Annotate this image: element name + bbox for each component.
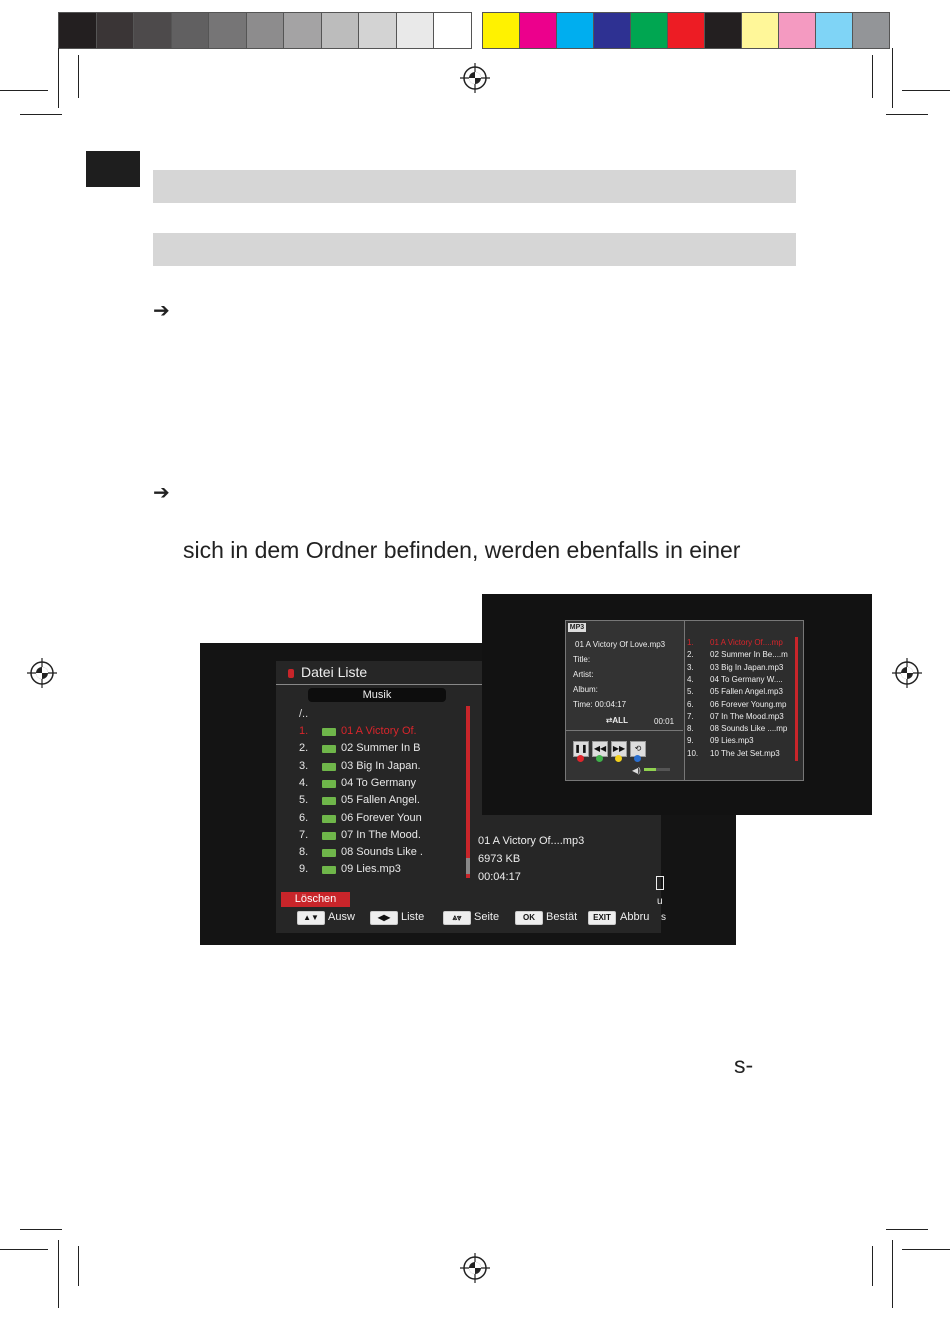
scrollbar-thumb[interactable] bbox=[466, 858, 470, 874]
album-label: Album: bbox=[573, 685, 598, 694]
color-swatch bbox=[667, 12, 705, 49]
repeat-icon[interactable]: ⟲ bbox=[630, 741, 646, 757]
color-swatch bbox=[593, 12, 631, 49]
exit-key-label: Abbru bbox=[620, 911, 650, 923]
playlist-title: 07 In The Mood.mp3 bbox=[710, 711, 784, 721]
crop-mark bbox=[902, 1249, 950, 1250]
body-text: sich in dem Ordner befinden, werden ebenfalls in einer bbox=[183, 537, 741, 563]
mp3-badge: MP3 bbox=[569, 624, 585, 631]
item-number: 9. bbox=[299, 863, 309, 876]
mp3-file-icon bbox=[322, 815, 336, 823]
gray-swatch bbox=[171, 12, 210, 49]
gray-swatch bbox=[358, 12, 397, 49]
color-swatch bbox=[704, 12, 742, 49]
fast-forward-icon[interactable]: ▶▶ bbox=[611, 741, 627, 757]
crop-mark bbox=[0, 1249, 48, 1250]
folder-label: Musik bbox=[308, 688, 446, 702]
playlist-title: 04 To Germany W.... bbox=[710, 674, 783, 684]
crop-mark bbox=[892, 1240, 893, 1308]
volume-track[interactable] bbox=[656, 768, 670, 771]
file-list-item[interactable] bbox=[299, 794, 469, 811]
gray-swatch bbox=[133, 12, 172, 49]
page-text-fragment: s- bbox=[734, 1052, 754, 1078]
file-duration-info: 00:04:17 bbox=[478, 871, 521, 883]
playlist-number: 7. bbox=[687, 711, 694, 721]
mp3-file-icon bbox=[322, 745, 336, 753]
playlist-number: 3. bbox=[687, 662, 694, 672]
mp3-file-icon bbox=[322, 780, 336, 788]
playlist-number: 10. bbox=[687, 748, 699, 758]
playlist-number: 9. bbox=[687, 736, 694, 746]
color-swatch bbox=[852, 12, 890, 49]
arrow-icon: ➔ bbox=[153, 300, 170, 322]
color-swatch bbox=[741, 12, 779, 49]
green-key-dot bbox=[596, 755, 603, 762]
playlist-number: 8. bbox=[687, 724, 694, 734]
edge-fragment: s bbox=[661, 912, 666, 923]
now-playing: 01 A Victory Of Love.mp3 bbox=[575, 640, 666, 649]
page-key-label: Seite bbox=[474, 911, 500, 923]
delete-button[interactable]: Löschen bbox=[281, 892, 350, 907]
gray-swatch bbox=[96, 12, 135, 49]
edge-fragment: u bbox=[657, 896, 663, 907]
crop-mark bbox=[902, 90, 950, 91]
gray-swatch bbox=[58, 12, 97, 49]
registration-mark-icon bbox=[460, 63, 490, 93]
file-list-icon bbox=[288, 669, 294, 678]
color-swatch bbox=[815, 12, 853, 49]
file-list-item[interactable] bbox=[299, 829, 469, 846]
file-list-item[interactable] bbox=[299, 863, 469, 880]
crop-mark bbox=[886, 1229, 928, 1230]
file-name: 08 Sounds Like . bbox=[341, 846, 423, 859]
red-key-dot bbox=[577, 755, 584, 762]
volume-icon: ◀) bbox=[632, 766, 641, 775]
crop-mark bbox=[58, 48, 59, 108]
file-list-item[interactable] bbox=[299, 760, 469, 777]
gray-swatch bbox=[283, 12, 322, 49]
playlist-title: 09 Lies.mp3 bbox=[710, 736, 754, 746]
crop-mark bbox=[78, 1246, 79, 1286]
file-name: 05 Fallen Angel. bbox=[341, 794, 420, 807]
item-number: 2. bbox=[299, 742, 309, 755]
exit-key-icon: EXIT bbox=[588, 911, 616, 925]
repeat-mode: ⮂ALL bbox=[606, 716, 628, 725]
crop-mark bbox=[0, 90, 48, 91]
crop-mark bbox=[872, 1246, 873, 1286]
mp3-file-icon bbox=[322, 728, 336, 736]
playlist-number: 4. bbox=[687, 674, 694, 684]
file-list-title: Datei Liste bbox=[301, 664, 368, 680]
file-list-item[interactable] bbox=[299, 725, 469, 742]
file-name: 07 In The Mood. bbox=[341, 828, 421, 841]
color-swatch bbox=[778, 12, 816, 49]
file-name-info: 01 A Victory Of....mp3 bbox=[478, 835, 585, 847]
crop-mark bbox=[892, 48, 893, 108]
crop-mark bbox=[58, 1240, 59, 1308]
item-number: 8. bbox=[299, 846, 309, 859]
playlist-title: 02 Summer In Be....m bbox=[710, 650, 788, 660]
playlist-scrollbar[interactable] bbox=[795, 637, 798, 761]
nav-key-label: Ausw bbox=[328, 911, 355, 923]
mp3-file-icon bbox=[322, 832, 336, 840]
playlist-title: 06 Forever Young.mp bbox=[710, 699, 787, 709]
file-size-info: 6973 KB bbox=[478, 853, 521, 865]
pause-icon[interactable]: ❚❚ bbox=[573, 741, 589, 757]
color-swatch bbox=[630, 12, 668, 49]
playlist-title: 10 The Jet Set.mp3 bbox=[710, 748, 780, 758]
nav-key-icon: ▲▼ bbox=[297, 911, 325, 925]
list-key-label: Liste bbox=[401, 911, 425, 923]
playlist-title: 03 Big In Japan.mp3 bbox=[710, 662, 784, 672]
arrow-icon: ➔ bbox=[153, 482, 170, 504]
gray-swatch bbox=[321, 12, 360, 49]
divider bbox=[565, 730, 683, 731]
gray-swatch bbox=[433, 12, 472, 49]
mp3-file-icon bbox=[322, 849, 336, 857]
crop-mark bbox=[78, 55, 79, 98]
page-key-icon: ⩓⩔ bbox=[443, 911, 471, 925]
playlist-title: 08 Sounds Like ....mp bbox=[710, 724, 788, 734]
item-number: 5. bbox=[299, 794, 309, 807]
item-number: 6. bbox=[299, 811, 309, 824]
crop-mark bbox=[20, 114, 62, 115]
playlist-number: 1. bbox=[687, 638, 694, 647]
yellow-key-dot bbox=[615, 755, 622, 762]
scrollbar[interactable] bbox=[466, 706, 470, 878]
item-number: 4. bbox=[299, 776, 309, 789]
color-swatch bbox=[519, 12, 557, 49]
crop-mark bbox=[20, 1229, 62, 1230]
ok-key-label: Bestät bbox=[546, 911, 578, 923]
heading-bar bbox=[153, 170, 796, 203]
file-name: 04 To Germany bbox=[341, 776, 417, 789]
elapsed-time: 00:01 bbox=[654, 717, 675, 726]
ok-key-icon: OK bbox=[515, 911, 543, 925]
registration-mark-icon bbox=[27, 658, 57, 688]
playlist-number: 5. bbox=[687, 687, 694, 697]
playlist-title: 05 Fallen Angel.mp3 bbox=[710, 687, 783, 697]
file-name: 09 Lies.mp3 bbox=[341, 863, 401, 876]
mp3-file-icon bbox=[322, 763, 336, 771]
mp3-file-icon bbox=[322, 797, 336, 805]
parent-folder-item[interactable]: /.. bbox=[299, 708, 309, 720]
file-list-item[interactable] bbox=[299, 742, 469, 759]
playlist-title: 01 A Victory Of....mp bbox=[710, 638, 783, 647]
item-number: 1. bbox=[299, 725, 309, 737]
registration-mark-icon bbox=[460, 1253, 490, 1283]
time-label: Time: 00:04:17 bbox=[573, 700, 627, 709]
subheading-bar bbox=[153, 233, 796, 266]
gray-swatch bbox=[208, 12, 247, 49]
mp3-file-icon bbox=[322, 866, 336, 874]
title-label: Title: bbox=[573, 655, 591, 664]
file-name: 03 Big In Japan. bbox=[341, 759, 421, 772]
file-list-item[interactable] bbox=[299, 777, 469, 794]
crop-mark bbox=[872, 55, 873, 98]
crop-mark bbox=[886, 114, 928, 115]
edge-box bbox=[656, 876, 664, 890]
playlist-number: 2. bbox=[687, 650, 694, 660]
playlist-number: 6. bbox=[687, 699, 694, 709]
file-name: 06 Forever Youn bbox=[341, 811, 422, 824]
color-swatch bbox=[556, 12, 594, 49]
file-list-item[interactable] bbox=[299, 812, 469, 829]
file-list-item[interactable] bbox=[299, 846, 469, 863]
rewind-icon[interactable]: ◀◀ bbox=[592, 741, 608, 757]
file-name: 01 A Victory Of. bbox=[341, 725, 417, 737]
blue-key-dot bbox=[634, 755, 641, 762]
file-name: 02 Summer In B bbox=[341, 742, 421, 755]
gray-swatch bbox=[396, 12, 435, 49]
chapter-tab bbox=[86, 151, 140, 187]
registration-mark-icon bbox=[892, 658, 922, 688]
item-number: 3. bbox=[299, 759, 309, 772]
artist-label: Artist: bbox=[573, 670, 594, 679]
list-key-icon: ◀▶ bbox=[370, 911, 398, 925]
item-number: 7. bbox=[299, 828, 309, 841]
color-swatch bbox=[482, 12, 520, 49]
gray-swatch bbox=[246, 12, 285, 49]
volume-level[interactable] bbox=[644, 768, 656, 771]
